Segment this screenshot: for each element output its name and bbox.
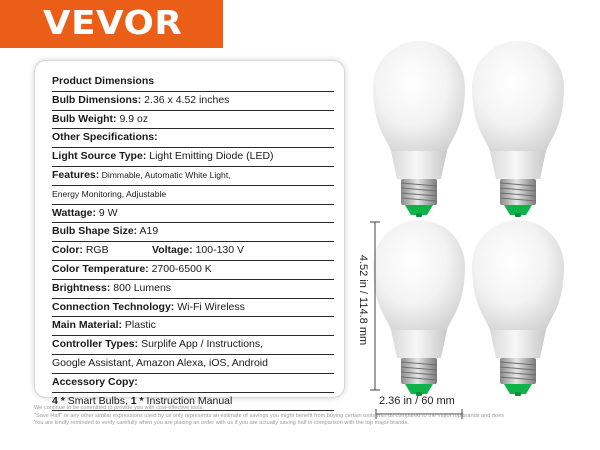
disclaimer-line: You are kindly reminded to verify carefully when you are placing an order with us if you are actually saving half in comparison with the top major brands. [34,420,409,426]
spec-label: Wattage: [52,206,96,219]
dimension-height-label: 4.52 in / 114.8 mm [357,254,369,346]
spec-label: Features: [52,168,100,181]
spec-value: Smart Bulbs, [64,394,131,407]
spec-value: Google Assistant, Amazon Alexa, iOS, Android [52,356,268,369]
spec-value: A19 [137,225,159,238]
spec-label: Main Material: [52,319,123,332]
spec-value: Wi-Fi Wireless [174,300,245,313]
spec-label: Voltage: [152,244,193,257]
brand-logo: VEVOR [43,3,183,42]
spec-quantity: 1 * [130,394,144,407]
spec-label: Bulb Shape Size: [52,225,138,238]
bulb-bottom-right [472,220,564,396]
spec-value: 9 W [95,206,118,219]
bulb-bottom-left [373,220,465,396]
spec-value: 2.36 x 4.52 inches [141,93,230,106]
spec-quantity: 4 * [52,394,65,407]
bulb-top-left [373,41,465,217]
spec-label: Bulb Weight: [52,112,117,125]
spec-value: 2700-6500 K [148,262,212,275]
spec-value: Light Emitting Diode (LED) [146,150,274,163]
spec-label: Color: [52,244,83,257]
spec-label: Brightness: [52,281,111,294]
disclaimer-line: We continue to be committed to provide you with cost-effective tools. [34,405,204,411]
spec-value: Dimmable, Automatic White Light, [99,169,231,180]
spec-value: Plastic [122,319,156,332]
spec-value: Energy Monitoring, Adjustable [52,188,167,199]
disclaimer-line: "Save Half" or any other similar expressions used by us only represents an estimate of savings you might benefit from buying certain tools with us compared to the major top brands and does [34,412,505,419]
spec-label: Controller Types: [52,338,139,351]
spec-label: Light Source Type: [52,150,147,163]
spec-value: 9.9 oz [116,112,149,125]
bulb-top-right [472,41,564,217]
spec-label: Color Temperature: [52,262,149,275]
spec-label: Bulb Dimensions: [52,93,142,106]
spec-heading: Accessory Copy: [52,375,138,388]
dimension-width-label: 2.36 in / 60 mm [379,395,455,407]
spec-value: 100-130 V [192,244,245,257]
disclaimer [34,405,600,428]
spec-heading: Product Dimensions [52,75,155,87]
spec-heading: Other Specifications: [52,131,158,144]
spec-label: Connection Technology: [52,300,175,313]
spec-value: Instruction Manual [143,394,233,407]
spec-value: RGB [82,244,109,257]
spec-value: Surplife App / Instructions, [138,338,264,351]
spec-value: 800 Lumens [110,281,172,294]
